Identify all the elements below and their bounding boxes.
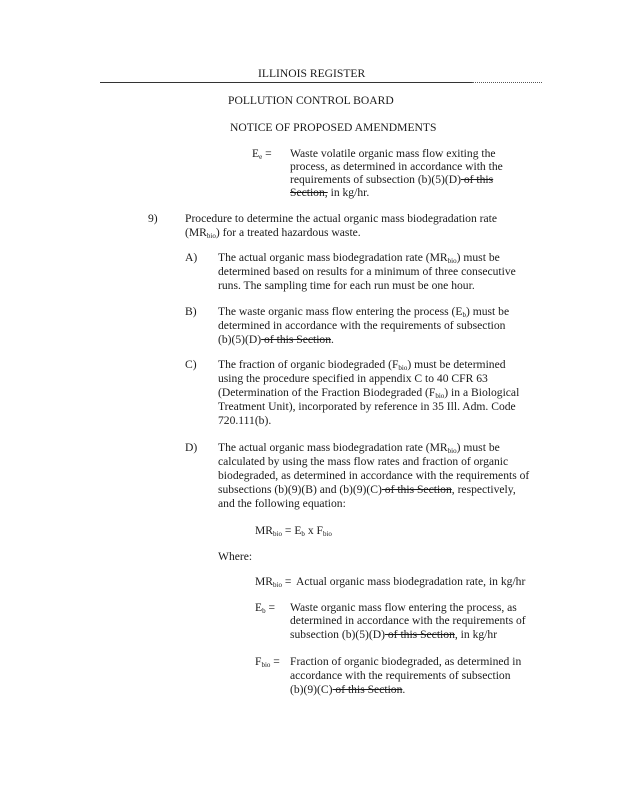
- where-label: Where:: [218, 550, 253, 563]
- item-9-label: 9): [148, 212, 158, 225]
- item-a-text: runs. The sampling time for each run must be one hour.: [218, 279, 475, 292]
- header-rule-dotted: [472, 82, 542, 83]
- item-9-text: $(MR_{bio})$ for a treated hazardous waste.: [185, 226, 361, 240]
- item-b-text: The waste organic mass flow entering the process $(E_b)$ must be: [218, 305, 510, 319]
- ee-line: Section, in kg/hr.: [290, 186, 370, 199]
- register-title: ILLINOIS REGISTER: [258, 67, 366, 80]
- item-c-label: C): [185, 358, 197, 371]
- item-c-text: The fraction of organic biodegraded $(F_{bio})$ must be determined: [218, 358, 506, 372]
- f-definition: Fraction of organic biodegraded, as determined in: [290, 655, 522, 668]
- f-definition: (b)(9)(C) of this Section.: [290, 683, 406, 696]
- ee-line: requirements of subsection (b)(5)(D) of this: [290, 173, 494, 186]
- board-title: POLLUTION CONTROL BOARD: [228, 94, 394, 107]
- item-d-text: The actual organic mass biodegradation rate $(MR_{bio})$ must be: [218, 441, 500, 455]
- item-d-text: calculated by using the mass flow rates and fraction of organic: [218, 455, 509, 468]
- mr-definition: Actual organic mass biodegradation rate, in kg/hr: [296, 575, 526, 588]
- item-a-text: The actual organic mass biodegradation rate $(MR_{bio})$ must be: [218, 251, 500, 265]
- equation: $MR_{bio} = E_b$ x $F_{bio}$: [255, 524, 332, 538]
- item-d-text: and the following equation:: [218, 497, 346, 510]
- item-c-text: 720.111(b).: [218, 414, 272, 427]
- item-b-text: determined in accordance with the requirements of subsection: [218, 319, 506, 332]
- eb-definition: determined in accordance with the requirements of: [290, 614, 526, 627]
- item-c-text: Treatment Unit), incorporated by reference in 35 Ill. Adm. Code: [218, 400, 516, 413]
- item-a-label: A): [185, 251, 198, 264]
- eb-definition: subsection (b)(5)(D) of this Section, in kg/hr: [290, 628, 498, 641]
- item-c-text: using the procedure specified in appendix C to 40 CFR 63: [218, 372, 488, 385]
- item-9-text: Procedure to determine the actual organic mass biodegradation rate: [185, 212, 498, 225]
- eb-symbol: $E_b$ =: [255, 601, 276, 615]
- ee-symbol: $E_e$ =: [252, 147, 272, 161]
- header-rule: [100, 82, 472, 83]
- notice-title: NOTICE OF PROPOSED AMENDMENTS: [230, 121, 437, 134]
- item-b-label: B): [185, 305, 197, 318]
- f-definition: accordance with the requirements of subsection: [290, 669, 511, 682]
- mr-symbol: $MR_{bio}$ =: [255, 575, 292, 589]
- item-a-text: determined based on results for a minimum of three consecutive: [218, 265, 516, 278]
- eb-definition: Waste organic mass flow entering the process, as: [290, 601, 517, 614]
- item-d-text: subsections (b)(9)(B) and (b)(9)(C) of this Section, respectively,: [218, 483, 516, 496]
- ee-line: Waste volatile organic mass flow exiting the: [290, 147, 496, 160]
- item-d-label: D): [185, 441, 198, 454]
- ee-line: process, as determined in accordance with the: [290, 160, 503, 173]
- item-b-text: (b)(5)(D) of this Section.: [218, 333, 334, 346]
- item-d-text: biodegraded, as determined in accordance with the requirements of: [218, 469, 530, 482]
- item-c-text: (Determination of the Fraction Biodegraded $(F_{bio})$ in a Biological: [218, 386, 520, 400]
- f-symbol: $F_{bio}$ =: [255, 655, 280, 669]
